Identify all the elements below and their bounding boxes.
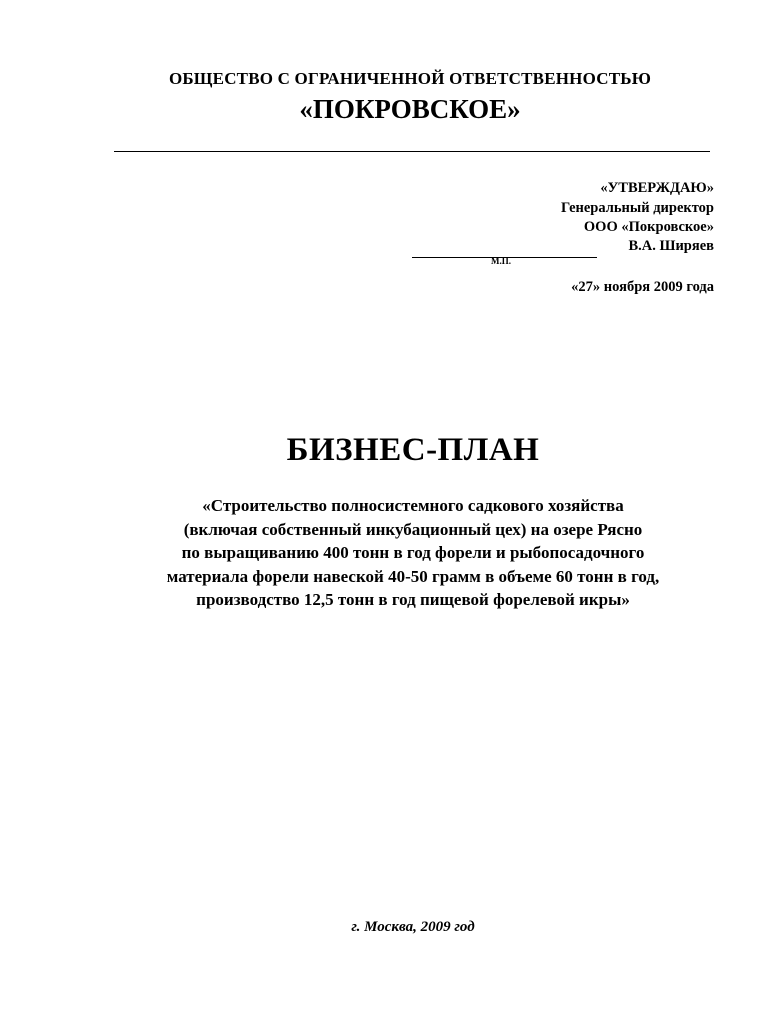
subject-line: производство 12,5 тонн в год пищевой форелевой икры»: [196, 590, 630, 609]
subject-line: (включая собственный инкубационный цех) на озере Рясно: [183, 519, 643, 539]
organization-name: «ПОКРОВСКОЕ»: [299, 94, 521, 124]
approval-organization: ООО «Покровское»: [583, 219, 714, 235]
approval-title: «УТВЕРЖДАЮ»: [600, 180, 714, 196]
stamp-placeholder: М.П.: [491, 256, 511, 266]
header-divider: [114, 151, 710, 152]
subject-line: материала форели навеской 40-50 грамм в объеме 60 тонн в год,: [166, 566, 660, 586]
organization-type: ОБЩЕСТВО С ОГРАНИЧЕННОЙ ОТВЕТСТВЕННОСТЬЮ: [168, 69, 652, 88]
subject-line: «Строительство полносистемного садкового хозяйства: [202, 496, 624, 515]
approval-date: «27» ноября 2009 года: [571, 279, 714, 295]
place-and-year: г. Москва, 2009 год: [351, 919, 475, 935]
approval-signatory: В.А. Ширяев: [628, 238, 714, 254]
approval-role: Генеральный директор: [560, 200, 714, 216]
document-subject: [0, 494, 768, 612]
subject-line: по выращиванию 400 тонн в год форели и рыбопосадочного: [181, 543, 645, 562]
document-title: БИЗНЕС-ПЛАН: [286, 432, 540, 468]
